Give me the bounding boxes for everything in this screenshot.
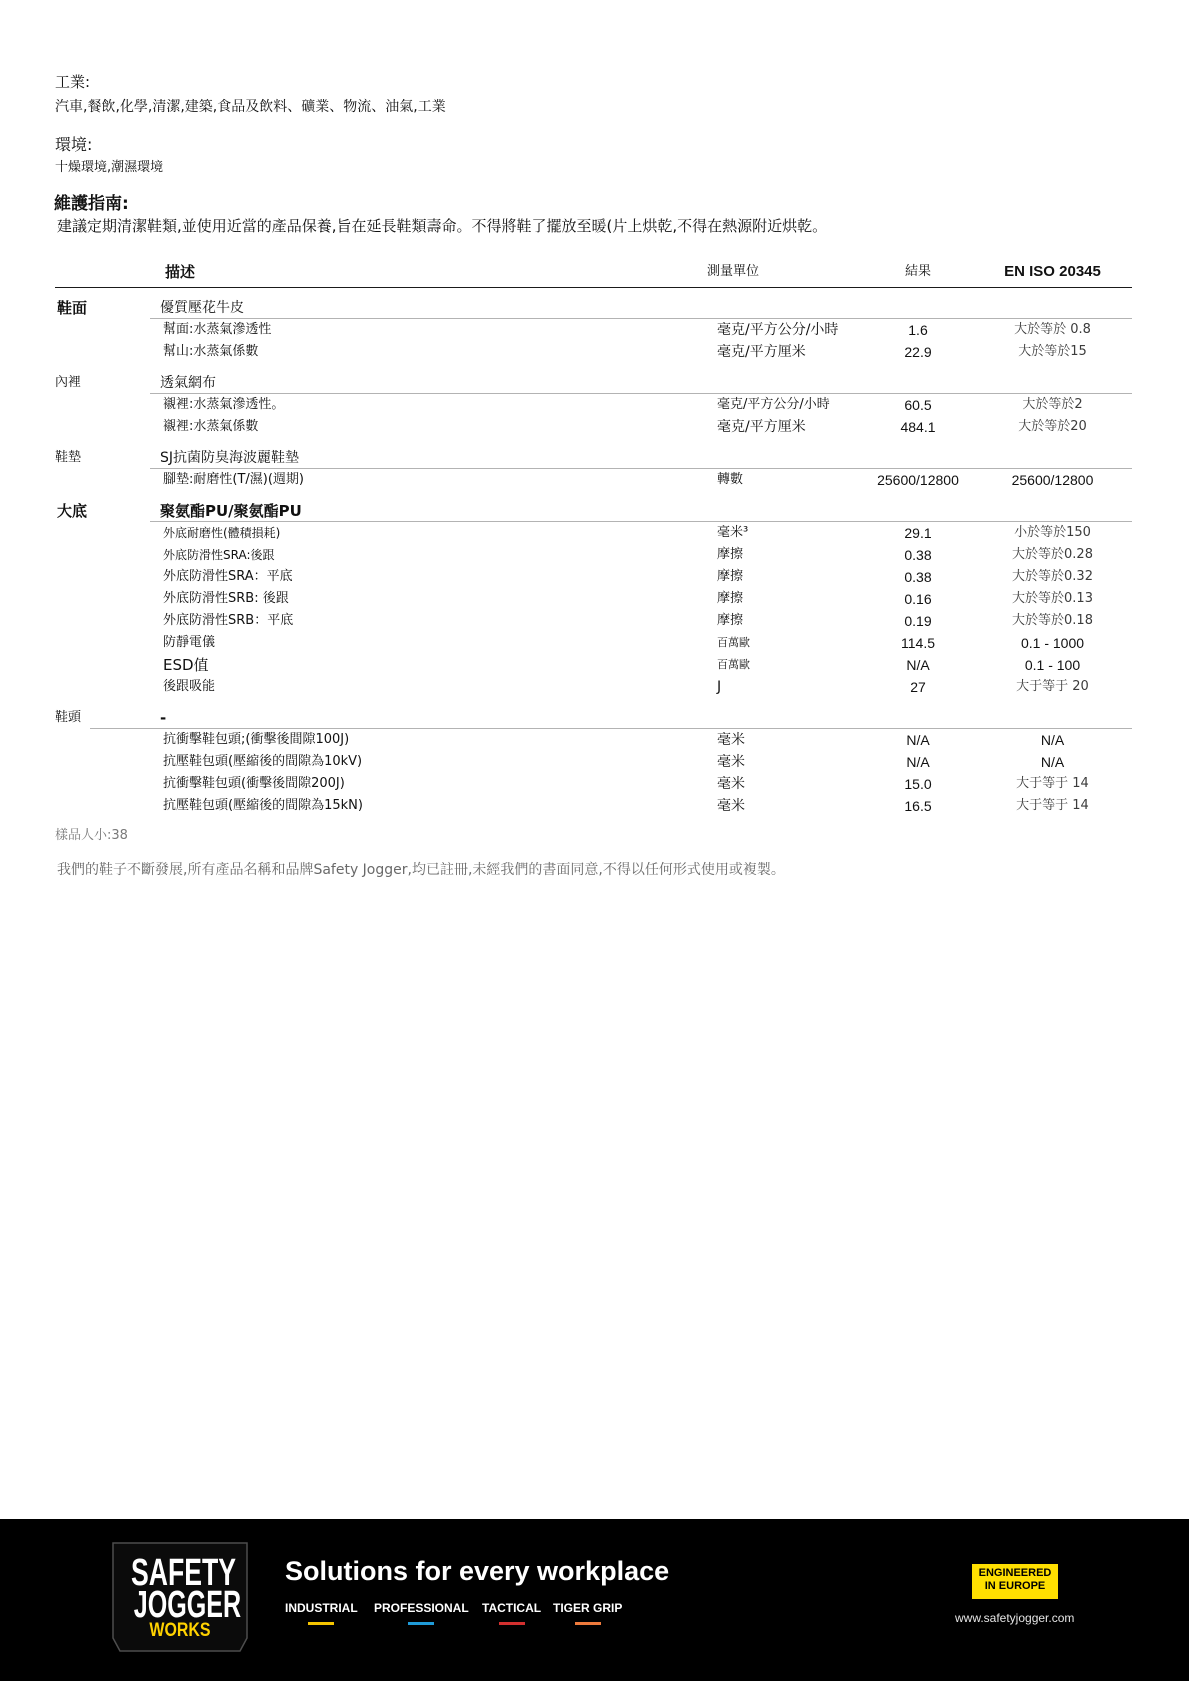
unit-cell: 毫克/平方公分/小時	[717, 322, 839, 338]
material-label: 優質壓花牛皮	[160, 300, 244, 316]
nav-label: PROFESSIONAL	[374, 1601, 469, 1615]
standard-cell: 0.1 - 100	[1024, 657, 1081, 673]
unit-cell: 摩擦	[717, 591, 744, 606]
result-cell: 15.0	[904, 776, 932, 792]
unit-cell: 百萬歐	[717, 658, 750, 671]
test-name: 外底防滑性SRB：平底	[163, 613, 294, 628]
standard-cell: 大于等于 14	[1016, 798, 1089, 813]
standard-cell: 大於等於2	[1022, 397, 1083, 412]
badge-line-1: ENGINEERED	[978, 1567, 1052, 1579]
result-cell: 29.1	[904, 525, 932, 541]
test-name: 後跟吸能	[163, 679, 216, 694]
maintenance-text: 建議定期清潔鞋類,並使用近當的產品保養,旨在延長鞋類壽命。不得將鞋了擺放至暖(片上烘乾,不得在熱源附近烘乾。	[57, 217, 828, 235]
unit-cell: 毫米³	[717, 525, 749, 540]
industry-label: 工業:	[55, 73, 91, 91]
unit-cell: 毫克/平方厘米	[717, 344, 806, 360]
result-cell: N/A	[906, 657, 930, 673]
result-cell: 0.38	[904, 547, 932, 563]
standard-cell: N/A	[1040, 754, 1065, 770]
nav-underline	[499, 1622, 525, 1625]
tagline: Solutions for every workplace	[285, 1556, 670, 1586]
test-name: 外底防滑性SRA:後跟	[163, 548, 275, 562]
result-cell: 484.1	[900, 419, 936, 435]
unit-cell: 摩擦	[717, 547, 744, 562]
table-row	[55, 654, 1132, 676]
standard-cell: 大於等於0.28	[1012, 547, 1093, 562]
test-name: 外底防滑性SRA：平底	[163, 569, 293, 584]
nav-professional	[374, 1600, 469, 1626]
header-result: 結果	[904, 264, 931, 279]
badge-line-2: IN EUROPE	[984, 1580, 1046, 1592]
result-cell: 22.9	[904, 344, 932, 360]
nav-tiger-grip	[553, 1600, 622, 1626]
table-row	[55, 469, 1132, 491]
result-cell: 1.6	[908, 322, 928, 338]
component-label: 鞋面	[57, 299, 88, 317]
section-header	[55, 438, 1132, 469]
unit-cell: 毫米	[717, 732, 745, 748]
website-link[interactable]: www.safetyjogger.com	[955, 1611, 1075, 1625]
section-header	[55, 288, 1132, 319]
table-row	[55, 394, 1132, 416]
unit-cell: 毫米	[717, 798, 745, 814]
test-name: 抗壓鞋包頭(壓縮後的間隙為10kV)	[163, 754, 363, 769]
component-label: 鞋墊	[55, 450, 82, 465]
component-label: 鞋頭	[55, 710, 82, 725]
test-name: 抗衝擊鞋包頭;(衝擊後間隙100J)	[163, 732, 350, 747]
result-cell: 60.5	[904, 397, 932, 413]
nav-underline	[575, 1622, 601, 1625]
nav-underline	[408, 1622, 434, 1625]
table-row	[55, 522, 1132, 544]
table-header	[55, 258, 1132, 288]
logo-text-works: WORKS	[149, 1620, 211, 1641]
test-name: 幫面:水蒸氣滲透性	[163, 322, 272, 337]
header-description: 描述	[165, 263, 196, 281]
result-cell: 25600/12800	[877, 472, 959, 488]
sample-size: 樣品人小:38	[55, 828, 128, 843]
table-row	[55, 610, 1132, 632]
test-name: 抗衝擊鞋包頭(衝擊後間隙200J)	[163, 776, 345, 791]
table-row	[55, 341, 1132, 363]
test-name: 防靜電儀	[163, 635, 216, 650]
standard-cell: 大於等於0.32	[1012, 569, 1093, 584]
brand-logo	[110, 1541, 250, 1655]
test-name: 抗壓鞋包頭(壓縮後的間隙為15kN)	[163, 798, 363, 813]
section-header	[55, 363, 1132, 394]
logo-text-safety: SAFETY	[131, 1552, 236, 1594]
footer	[0, 1519, 1189, 1681]
table-row	[55, 729, 1132, 751]
component-label: 內裡	[55, 375, 82, 390]
nav-label: TACTICAL	[482, 1601, 542, 1615]
table-row	[55, 416, 1132, 438]
nav-label: INDUSTRIAL	[285, 1601, 358, 1615]
header-unit: 測量單位	[707, 264, 760, 279]
result-cell: 0.38	[904, 569, 932, 585]
section-header	[55, 698, 1132, 729]
standard-cell: N/A	[1040, 732, 1065, 748]
material-label: 透氣網布	[160, 375, 216, 391]
spec-table	[55, 258, 1132, 817]
standard-cell: 大於等於15	[1018, 344, 1087, 359]
component-label: 大底	[57, 502, 88, 520]
table-row	[55, 566, 1132, 588]
result-cell: 114.5	[901, 635, 935, 651]
disclaimer-text: 我們的鞋子不斷發展,所有產品名稱和品牌Safety Jogger,均已註冊,未經我們的書面同意,不得以任何形式使用或複製。	[57, 862, 785, 878]
unit-cell: 百萬歐	[717, 636, 750, 649]
unit-cell: 毫克/平方公分/小時	[717, 397, 830, 412]
table-row	[55, 751, 1132, 773]
unit-cell: 毫克/平方厘米	[717, 419, 806, 435]
environment-text: 十燥環境,潮濕環境	[55, 160, 164, 175]
result-cell: 0.16	[904, 591, 932, 607]
standard-cell: 大於等於0.18	[1012, 613, 1093, 628]
test-name: 腳墊:耐磨性(T/濕)(週期)	[163, 472, 304, 487]
unit-cell: 摩擦	[717, 569, 744, 584]
result-cell: 0.19	[904, 613, 932, 629]
table-row	[55, 773, 1132, 795]
standard-cell: 25600/12800	[1011, 472, 1094, 488]
nav-label: TIGER GRIP	[553, 1601, 623, 1615]
table-row	[55, 588, 1132, 610]
unit-cell: J	[717, 679, 722, 695]
nav-industrial	[285, 1600, 358, 1626]
unit-cell: 摩擦	[717, 613, 744, 628]
test-name: ESD值	[163, 656, 209, 674]
table-row	[55, 319, 1132, 341]
standard-cell: 大于等于 20	[1016, 679, 1089, 694]
test-name: 幫山:水蒸氣係數	[163, 344, 259, 359]
standard-cell: 0.1 - 1000	[1020, 635, 1085, 651]
engineered-in-europe-badge	[972, 1564, 1058, 1599]
standard-cell: 小於等於150	[1014, 525, 1091, 540]
section-header	[55, 491, 1132, 522]
unit-cell: 毫米	[717, 776, 745, 792]
result-cell: 27	[910, 679, 926, 695]
result-cell: N/A	[906, 754, 930, 770]
nav-tactical	[482, 1600, 541, 1626]
test-name: 襯裡:水蒸氣滲透性。	[163, 397, 285, 412]
table-row	[55, 676, 1132, 698]
maintenance-label: 維護指南:	[54, 194, 129, 214]
result-cell: 16.5	[904, 798, 932, 814]
industry-text: 汽車,餐飲,化學,清潔,建築,食品及飲料、礦業、物流、油氣,工業	[55, 99, 446, 115]
material-label: -	[160, 709, 167, 727]
nav-underline	[308, 1622, 334, 1625]
table-row	[55, 544, 1132, 566]
material-label: 聚氨酯PU/聚氨酯PU	[160, 502, 302, 520]
table-row	[55, 632, 1132, 654]
unit-cell: 轉數	[717, 472, 744, 487]
header-standard: EN ISO 20345	[1004, 263, 1101, 280]
standard-cell: 大於等於20	[1018, 419, 1087, 434]
test-name: 襯裡:水蒸氣係數	[163, 419, 259, 434]
unit-cell: 毫米	[717, 754, 745, 770]
standard-cell: 大於等於 0.8	[1014, 322, 1091, 337]
standard-cell: 大於等於0.13	[1012, 591, 1093, 606]
test-name: 外底耐磨性(體積損耗)	[163, 526, 281, 540]
material-label: SJ抗菌防臭海波麗鞋墊	[160, 450, 300, 466]
environment-label: 環境:	[55, 135, 93, 154]
table-row	[55, 795, 1132, 817]
test-name: 外底防滑性SRB: 後跟	[163, 591, 289, 606]
logo-text-jogger: JOGGER	[133, 1584, 242, 1626]
result-cell: N/A	[906, 732, 930, 748]
standard-cell: 大于等于 14	[1016, 776, 1089, 791]
